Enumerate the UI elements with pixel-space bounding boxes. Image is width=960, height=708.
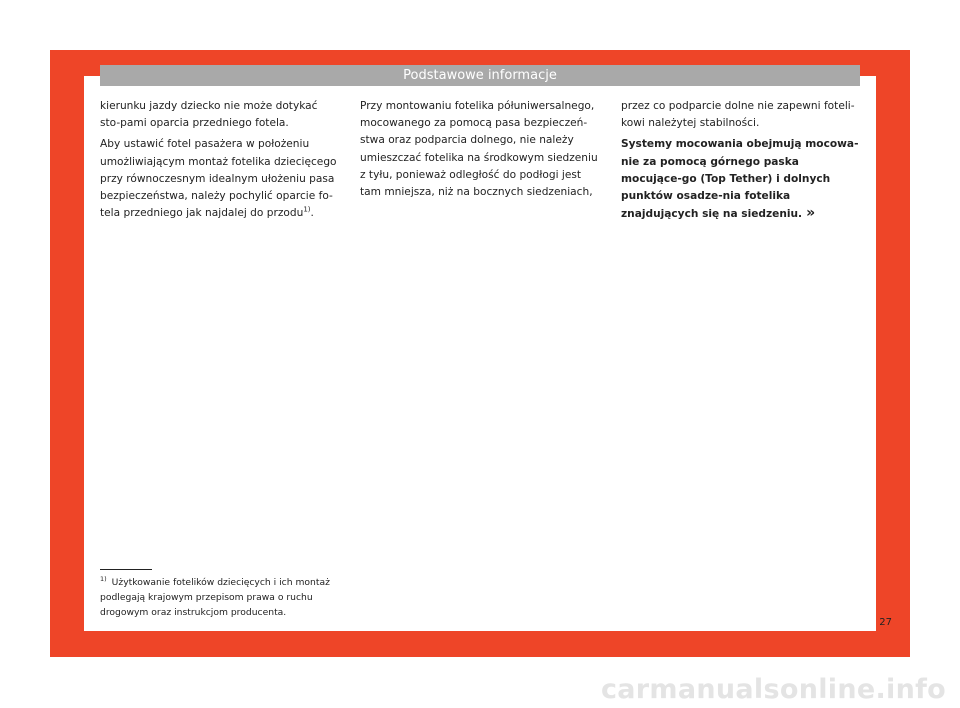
footnote-divider — [100, 569, 152, 570]
bold-paragraph-text: Systemy mocowania obejmują mocowa-nie za pomocą górnego paska mocujące-go (Top Tether) i dolnych punktów osadze-nia fotelika znajdujących się na siedzeniu. — [621, 138, 859, 221]
text-column-1 — [100, 98, 338, 226]
continue-arrow-icon: » — [806, 205, 816, 222]
text-column-2 — [360, 98, 598, 205]
paragraph-end: . — [310, 207, 314, 220]
section-title: Podstawowe informacje — [403, 68, 557, 83]
watermark: carmanualsonline.info — [600, 674, 946, 705]
paragraph: Przy montowaniu fotelika półuniwersalnego, mocowanego za pomocą pasa bezpieczeń-stwa oraz podparcia dolnego, nie należy umieszczać fotelika na środkowym siedzeniu z tyłu, ponieważ odległość do podłogi jest tam mniejsza, niż na bocznych siedzeniach, — [360, 100, 598, 199]
paragraph: przez co podparcie dolne nie zapewni foteli-kowi należytej stabilności. — [621, 100, 855, 130]
footnote-text: Użytkowanie fotelików dziecięcych i ich montaż podlegają krajowym przepisom prawa o ruchu drogowym oraz instrukcjom producenta. — [100, 577, 330, 618]
page-number: 27 — [879, 617, 892, 628]
footnote-mark: 1) — [100, 574, 107, 583]
paragraph: kierunku jazdy dziecko nie może dotykać sto-pami oparcia przedniego fotela. — [100, 100, 318, 130]
paragraph — [100, 136, 338, 222]
text-column-3 — [621, 98, 859, 227]
paragraph-text: Aby ustawić fotel pasażera w położeniu umożliwiającym montaż fotelika dziecięcego przy równoczesnym idealnym ułożeniu pasa bezpieczeństwa, należy pochylić oparcie fo-tela przedniego jak najdalej do przodu — [100, 138, 337, 220]
footnote — [100, 575, 350, 620]
bold-paragraph — [621, 136, 859, 223]
footnote-reference[interactable]: 1) — [303, 205, 311, 214]
